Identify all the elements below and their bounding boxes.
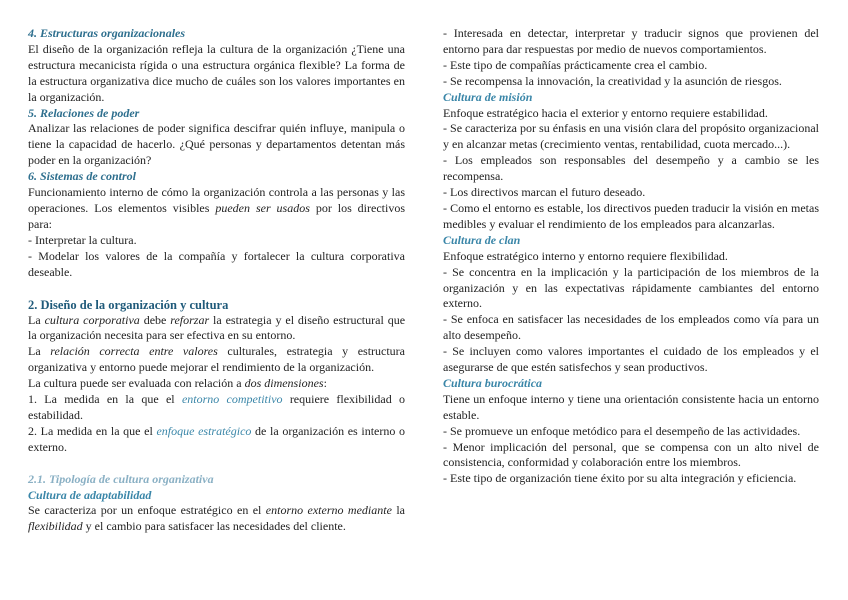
adaptabilidad-bullet-2: - Este tipo de compañías prácticamente crea el cambio. <box>443 57 708 72</box>
right-column <box>443 26 819 487</box>
section-4-title: 4. Estructuras organizacionales <box>28 26 186 40</box>
clan-bullet-1: - Se concentra en la implicación y la participación de los miembros de la organización y en las expectativas rápidamente cambiantes del entorno externo. <box>443 264 819 311</box>
mision-intro: Enfoque estratégico hacia el exterior y entorno requiere estabilidad. <box>443 105 768 120</box>
cultura-adaptabilidad-text: Se caracteriza por un enfoque estratégico en el entorno externo mediante la flexibilidad y el cambio para satisfacer las necesidades del cliente. <box>28 503 405 534</box>
clan-bullet-3: - Se incluyen como valores importantes el cuidado de los empleados y el asegurarse de que estén satisfechos y sean productivos. <box>443 344 819 375</box>
section-6-bullet-1: - Interpretar la cultura. <box>28 232 137 247</box>
cultura-mision-title: Cultura de misión <box>443 89 533 104</box>
clan-intro: Enfoque estratégico interno y entorno requiere flexibilidad. <box>443 248 728 263</box>
clan-bullet-2: - Se enfoca en satisfacer las necesidades de los empleados como vía para un alto desempeño. <box>443 312 819 343</box>
mision-bullet-4: - Como el entorno es estable, los directivos pueden traducir la visión en metas medibles y evaluar el rendimiento de los empleados para alcanzarlas. <box>443 200 819 231</box>
dimension-1: 1. La medida en la que el entorno competitivo requiere flexibilidad o estabilidad. <box>28 392 406 422</box>
adaptabilidad-bullet-3: - Se recompensa la innovación, la creatividad y la asunción de riesgos. <box>443 73 782 88</box>
section-5-text: Analizar las relaciones de poder significa descifrar quién influye, manipula o tiene la capacidad de hacerlo. ¿Qué personas y departamentos detentan más poder en la organización? <box>28 121 405 168</box>
section-2-title: 2. Diseño de la organización y cultura <box>28 297 229 312</box>
section-5-title: 5. Relaciones de poder <box>28 105 140 120</box>
left-column <box>28 26 405 535</box>
paragraph-relacion-valores: La relación correcta entre valores culturales, estrategia y estructura organizativa y entorno puede mejorar el rendimiento de la organización. <box>28 344 406 375</box>
dimension-2: 2. La medida en la que el enfoque estratégico de la organización es interno o externo. <box>28 423 405 454</box>
section-6-bullet-2: - Modelar los valores de la compañía y fortalecer la cultura corporativa deseable. <box>28 248 405 279</box>
cultura-clan-title: Cultura de clan <box>443 232 521 247</box>
section-4-text: El diseño de la organización refleja la cultura de la organización ¿Tiene una estructura mecanicista rígida o una estructura orgánica flexible? La forma de la estructura organizativa dice mucho de cuáles son los valores importantes en la organización. <box>28 41 405 104</box>
section-6-title: 6. Sistemas de control <box>28 169 137 184</box>
burocratica-bullet-2: - Menor implicación del personal, que se compensa con un alto nivel de consistencia, conformidad y colaboración entre los miembros. <box>443 439 819 470</box>
burocratica-intro: Tiene un enfoque interno y tiene una orientación consistente hacia un entorno estable. <box>443 391 819 422</box>
paragraph-dimensiones: La cultura puede ser evaluada con relación a dos dimensiones: <box>28 376 327 391</box>
cultura-adaptabilidad-title: Cultura de adaptabilidad <box>28 487 152 502</box>
section-6-text: Funcionamiento interno de cómo la organización controla a las personas y las operaciones. Los elementos visibles pueden ser usados por los directivos para: <box>28 185 406 231</box>
burocratica-bullet-3: - Este tipo de organización tiene éxito por su alta integración y eficiencia. <box>443 471 797 486</box>
paragraph-cultura-corporativa: La cultura corporativa debe reforzar la estrategia y el diseño estructural que la organización necesita para ser efectiva en su entorno. <box>28 312 406 343</box>
mision-bullet-2: - Los empleados son responsables del desempeño y a cambio se les recompensa. <box>443 153 819 184</box>
mision-bullet-1: - Se caracteriza por su énfasis en una visión clara del propósito organizacional y en alcanzar metas (crecimiento ventas, rentabilidad, cuota mercado...). <box>443 121 819 152</box>
burocratica-bullet-1: - Se promueve un enfoque metódico para el desempeño de las actividades. <box>443 423 801 438</box>
cultura-burocratica-title: Cultura burocrática <box>443 375 543 390</box>
section-2-1-title: 2.1. Tipología de cultura organizativa <box>28 471 214 486</box>
adaptabilidad-bullet-1: - Interesada en detectar, interpretar y traducir signos que provienen del entorno para dar respuestas por medio de nuevos comportamientos. <box>443 26 819 56</box>
mision-bullet-3: - Los directivos marcan el futuro deseado. <box>443 185 646 200</box>
